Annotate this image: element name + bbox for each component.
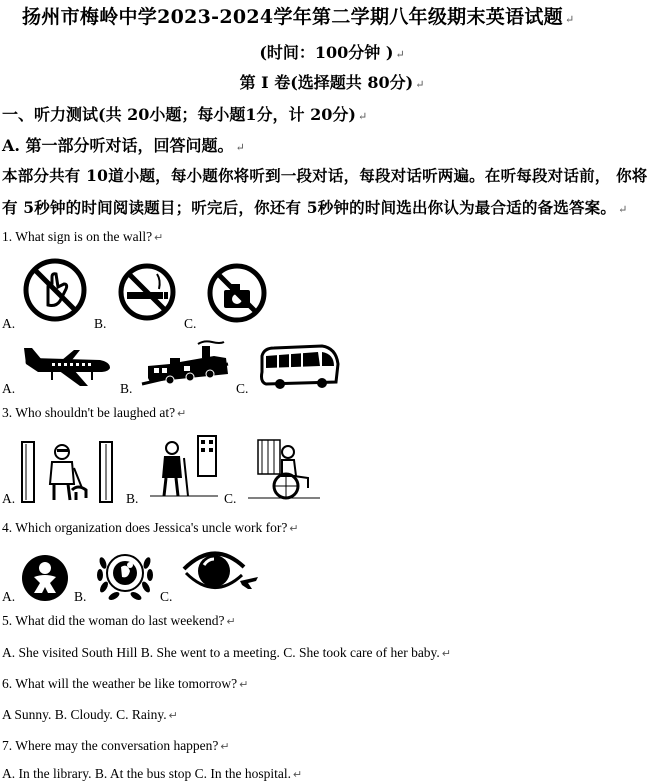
unicef-child-logo-icon [20, 553, 70, 603]
q4-option-a-label: A. [2, 589, 16, 604]
no-photography-sign-icon [206, 262, 268, 324]
question-4: 4. Which organization does Jessica's uncle work for? ↵ [2, 520, 299, 535]
eye-airplane-logo-icon [180, 545, 260, 597]
q3-option-c-label: C. [224, 491, 237, 506]
un-emblem-logo-icon [94, 545, 156, 603]
document-title: 扬州市梅岭中学2023-2024学年第二学期八年级期末英语试题 ↵ [22, 6, 575, 28]
question-1: 1. What sign is on the wall? ↵ [2, 229, 164, 244]
exam-time: (时间：100分钟 ) ↵ [259, 43, 405, 62]
steam-train-icon [140, 340, 232, 386]
question-6-options: A Sunny. B. Cloudy. C. Rainy. ↵ [2, 707, 178, 722]
q3-option-b-label: B. [126, 491, 139, 506]
q1-option-a-label: A. [2, 316, 16, 331]
q2-option-c-label: C. [236, 381, 249, 396]
part-one-heading: 第 I 卷(选择题共 80分) ↵ [239, 73, 425, 92]
q1-option-b-label: B. [94, 316, 107, 331]
section-a-heading: A. 第一部分听对话，回答问题。 ↵ [2, 136, 245, 155]
question-7: 7. Where may the conversation happen? ↵ [2, 738, 230, 753]
q4-option-b-label: B. [74, 589, 87, 604]
bus-icon [258, 342, 342, 390]
q2-option-b-label: B. [120, 381, 133, 396]
instruction-line-1: 本部分共有 10道小题，每小题你将听到一段对话，每段对话听两遍。在听每段对话前， 你将 [2, 166, 648, 185]
airplane-icon [22, 344, 114, 390]
question-3: 3. Who shouldn't be laughed at? ↵ [2, 405, 187, 420]
q2-option-a-label: A. [2, 381, 16, 396]
q4-option-c-label: C. [160, 589, 173, 604]
q1-option-c-label: C. [184, 316, 197, 331]
question-6: 6. What will the weather be like tomorrow? ↵ [2, 676, 249, 691]
question-7-options: A. In the library. B. At the bus stop C. In the hospital. ↵ [2, 766, 303, 781]
question-5-options: A. She visited South Hill B. She went to a meeting. C. She took care of her baby. ↵ [2, 645, 452, 660]
no-hand-touch-sign-icon [22, 257, 88, 323]
question-5: 5. What did the woman do last weekend? ↵ [2, 613, 236, 628]
blind-man-with-dog-icon [20, 438, 124, 504]
no-smoking-sign-icon [117, 262, 177, 322]
section-one-heading: 一、听力测试(共 20小题；每小题1分，计 20分) ↵ [2, 105, 368, 124]
man-with-crutch-icon [148, 434, 220, 500]
instruction-line-2: 有 5秒钟的时间阅读题目；听完后，你还有 5秒钟的时间选出你认为最合适的备选答案。 ↵ [2, 198, 628, 217]
q3-option-a-label: A. [2, 491, 16, 506]
wheelchair-user-icon [244, 436, 324, 502]
